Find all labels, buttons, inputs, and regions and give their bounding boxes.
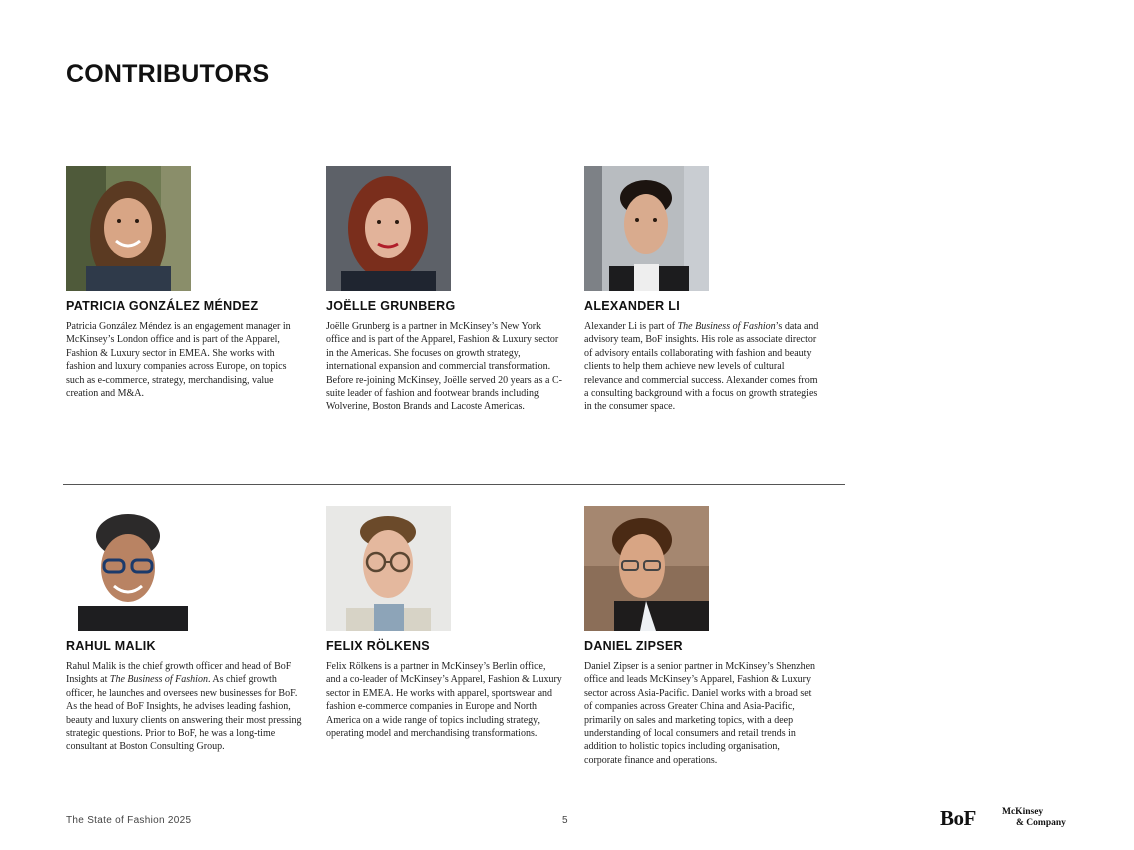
contributor-bio: Rahul Malik is the chief growth officer and head of BoF Insights at The Business of Fashion. As chief growth officer, he launches and oversees new businesses for BoF. As the head of BoF Insights, he advises leading fashion, beauty and luxury clients on answering their most pressing strategic questions. Prior to BoF, he was a long-time consultant at Boston Consulting Group. (66, 661, 302, 753)
contributor-card (66, 166, 306, 400)
contributor-photo (326, 166, 451, 291)
contributor-bio: Joëlle Grunberg is a partner in McKinsey’s New York office and is part of the Apparel, Fashion & Luxury sector in the Americas. She focuses on growth strategy, international expansion and commercial transformation. Before re-joining McKinsey, Joëlle served 20 years as a C-suite leader of fashion and footwear brands including Wolverine, Boston Brands and Lacoste Americas. (326, 321, 562, 413)
bof-logo: BoF (940, 806, 976, 830)
contributor-name: RAHUL MALIK (66, 639, 156, 653)
contributor-bio: Felix Rölkens is a partner in McKinsey’s Berlin office, and a co-leader of McKinsey’s Apparel, Fashion & Luxury sector in EMEA. He works with apparel, sportswear and fashion e-commerce companies in Europe and North America on a wide range of topics including strategy, operating model and merchandising transformations. (326, 661, 562, 740)
page-number: 5 (562, 815, 568, 826)
contributor-photo (326, 506, 451, 631)
mckinsey-logo: McKinsey & Company (1002, 807, 1066, 828)
contributor-photo (584, 506, 709, 631)
contributor-card (326, 506, 566, 740)
contributor-name: JOËLLE GRUNBERG (326, 299, 456, 313)
footer-report-title: The State of Fashion 2025 (66, 815, 192, 826)
contributor-card (584, 506, 824, 766)
contributor-card (326, 166, 566, 413)
contributor-photo (66, 166, 191, 291)
contributor-bio: Daniel Zipser is a senior partner in McKinsey’s Shenzhen office and leads McKinsey’s Apparel, Fashion & Luxury sector across Asia-Pacific. Daniel works with a broad set of companies across Greater China and Asia-Pacific, primarily on sales and marketing topics, with a deep understanding of local consumers and retail trends in addition to holistic topics including organisation, corporate finance and operations. (584, 661, 816, 766)
contributor-name: PATRICIA GONZÁLEZ MÉNDEZ (66, 299, 259, 313)
contributor-card (584, 166, 824, 413)
contributor-name: FELIX RÖLKENS (326, 639, 430, 653)
contributor-photo (66, 506, 191, 631)
contributor-photo (584, 166, 709, 291)
section-divider (63, 484, 845, 485)
contributor-bio: Alexander Li is part of The Business of Fashion’s data and advisory team, BoF insights. His role as associate director of advisory entails collaborating with fashion and beauty clients to help them achieve new levels of cultural relevance and commercial success. Alexander comes from a consulting background with a focus on growth strategies in the consumer space. (584, 321, 819, 413)
contributor-name: ALEXANDER LI (584, 299, 680, 313)
contributor-bio: Patricia González Méndez is an engagement manager in McKinsey’s London office and is part of the Apparel, Fashion & Luxury sector in EMEA. She works with fashion and luxury companies across Europe, on topics such as e-commerce, strategy, merchandising, value creation and M&A. (66, 321, 291, 400)
page-title: CONTRIBUTORS (66, 60, 270, 88)
contributor-card (66, 506, 306, 753)
contributor-name: DANIEL ZIPSER (584, 639, 683, 653)
